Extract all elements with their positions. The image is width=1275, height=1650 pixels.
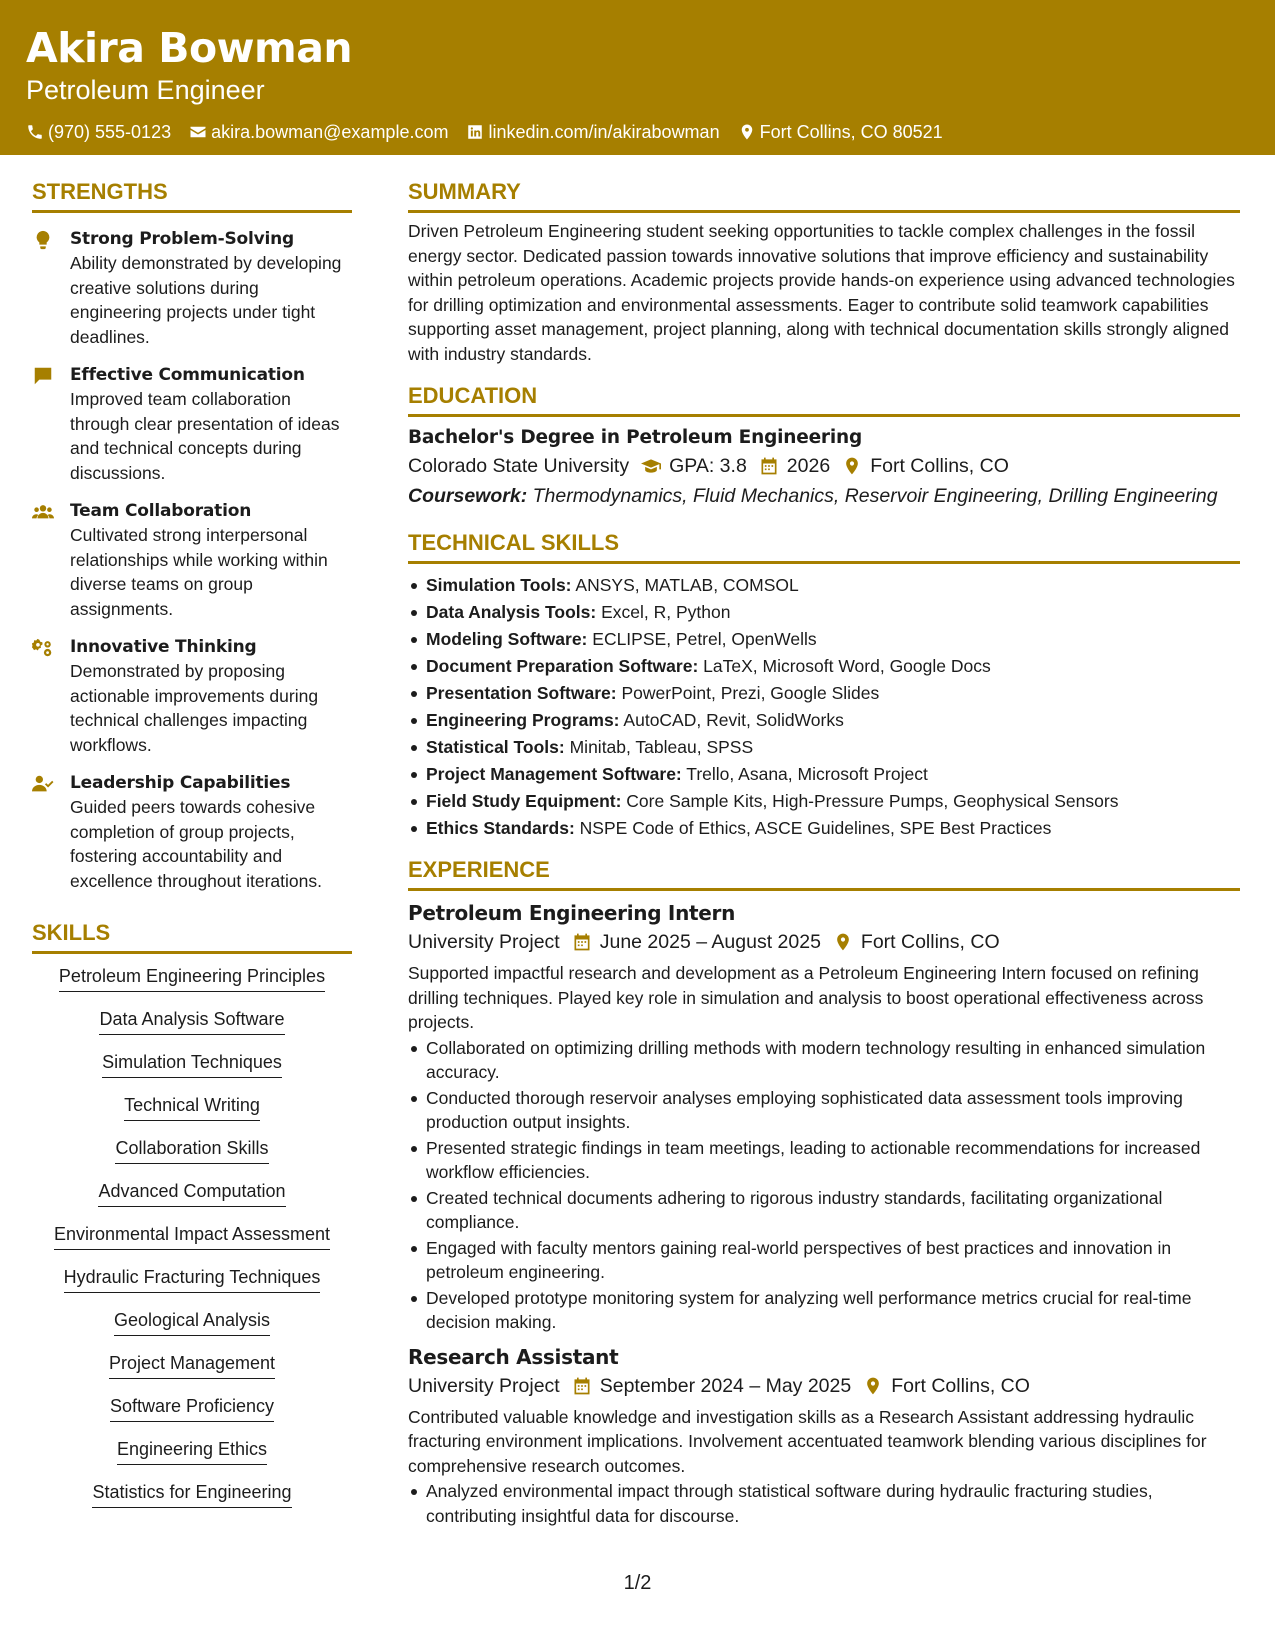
list-item xyxy=(408,761,1240,788)
user-check-icon xyxy=(32,773,54,795)
candidate-role: Petroleum Engineer xyxy=(26,75,265,105)
job-description: Supported impactful research and development as a Petroleum Engineering Intern focused on refining drilling techniques. Played key role in simulation and analysis to boost operational effectiveness across projects. xyxy=(408,963,1204,1032)
coursework-list: Thermodynamics, Fluid Mechanics, Reservoir Engineering, Drilling Engineering xyxy=(532,485,1218,507)
list-item xyxy=(408,626,1240,653)
strength-desc: Cultivated strong interpersonal relationships while working within diverse teams on group assignments. xyxy=(70,525,328,619)
contact-email[interactable] xyxy=(189,120,448,144)
skill-values: ANSYS, MATLAB, COMSOL xyxy=(575,575,799,595)
summary-text: Driven Petroleum Engineering student seeking opportunities to tackle complex challenges in the fossil energy sector. Dedicated passion towards innovative solutions that improve efficiency and sustainability within petroleum operations. Academic projects provide hands-on experience using advanced technologies for drilling optimization and environmental assessments. Eager to contribute solid teamwork capabilities supporting asset management, project planning, along with technical documentation skills strongly aligned with industry standards. xyxy=(408,221,1235,364)
job-entry xyxy=(408,1343,1240,1529)
location-text: Fort Collins, CO 80521 xyxy=(759,122,943,142)
list-item: Analyzed environmental impact through statistical software during hydraulic fracturing studies, contributing insightful data for discourse. xyxy=(408,1479,1240,1528)
skill-tag: Project Management xyxy=(109,1351,275,1379)
technical-skills-list xyxy=(408,572,1240,842)
technical-skills-heading: TECHNICAL SKILLS xyxy=(408,529,1240,564)
gpa-text: GPA: 3.8 xyxy=(669,455,747,477)
summary-heading: SUMMARY xyxy=(408,178,1240,213)
skill-values: LaTeX, Microsoft Word, Google Docs xyxy=(703,656,991,676)
skill-tag: Environmental Impact Assessment xyxy=(54,1222,330,1250)
strength-desc: Ability demonstrated by developing creative solutions during engineering projects under tight deadlines. xyxy=(70,253,342,347)
list-item: Presented strategic findings in team meetings, leading to actionable recommendations for increased workflow efficiencies. xyxy=(408,1136,1240,1185)
job-bullets xyxy=(408,1036,1240,1335)
map-pin-icon xyxy=(842,456,862,476)
contact-bar xyxy=(26,120,1249,144)
school-name: Colorado State University xyxy=(408,455,630,477)
strength-item xyxy=(32,771,352,893)
strength-title: Strong Problem-Solving xyxy=(70,229,294,249)
graduation-cap-icon xyxy=(641,456,661,476)
calendar-icon xyxy=(572,1376,592,1396)
contact-location xyxy=(738,120,943,144)
skill-values: Core Sample Kits, High-Pressure Pumps, Geophysical Sensors xyxy=(626,791,1119,811)
list-item xyxy=(408,572,1240,599)
job-location: Fort Collins, CO xyxy=(891,1374,1030,1397)
skill-values: PowerPoint, Prezi, Google Slides xyxy=(621,683,880,703)
job-org: University Project xyxy=(408,1374,560,1397)
page-number: 1/2 xyxy=(623,1572,652,1594)
job-meta xyxy=(408,927,1240,957)
strength-desc: Demonstrated by proposing actionable improvements during technical challenges impacting workflows. xyxy=(70,661,319,755)
skill-category: Data Analysis Tools: xyxy=(426,602,597,622)
comment-icon xyxy=(32,365,54,387)
phone-text: (970) 555-0123 xyxy=(48,122,172,142)
email-link[interactable]: akira.bowman@example.com xyxy=(211,122,449,142)
job-description: Contributed valuable knowledge and investigation skills as a Research Assistant addressing hydraulic fracturing environment implications. Involvement accentuated teamwork blending various disciplines for comprehensive research outcomes. xyxy=(408,1406,1207,1476)
lightbulb-icon xyxy=(32,229,54,251)
experience-heading: EXPERIENCE xyxy=(408,856,1240,891)
strength-desc: Improved team collaboration through clear presentation of ideas and technical concepts during discussions. xyxy=(70,389,340,483)
users-icon xyxy=(32,501,54,523)
skill-tag: Simulation Techniques xyxy=(102,1050,282,1078)
job-title: Research Assistant xyxy=(408,1344,619,1369)
coursework-line xyxy=(408,481,1240,511)
skill-tag: Petroleum Engineering Principles xyxy=(59,964,325,992)
gears-icon xyxy=(32,637,54,659)
skill-category: Document Preparation Software: xyxy=(426,656,699,676)
skills-heading: SKILLS xyxy=(32,919,352,954)
job-location: Fort Collins, CO xyxy=(860,931,1000,953)
strength-title: Team Collaboration xyxy=(70,501,252,521)
list-item xyxy=(408,599,1240,626)
strength-title: Innovative Thinking xyxy=(70,637,257,657)
map-pin-icon xyxy=(863,1376,883,1396)
list-item xyxy=(408,707,1240,734)
list-item: Collaborated on optimizing drilling methods with modern technology resulting in enhanced simulation accuracy. xyxy=(408,1036,1240,1085)
skill-tag: Data Analysis Software xyxy=(99,1007,284,1035)
skill-category: Ethics Standards: xyxy=(426,818,575,838)
strength-title: Effective Communication xyxy=(70,365,305,385)
list-item: Created technical documents adhering to rigorous industry standards, facilitating organizational compliance. xyxy=(408,1186,1240,1235)
skill-tag: Statistics for Engineering xyxy=(92,1480,291,1508)
skill-values: Trello, Asana, Microsoft Project xyxy=(686,764,928,784)
graduation-year: 2026 xyxy=(786,455,831,477)
skill-values: Excel, R, Python xyxy=(601,602,731,622)
skills-list xyxy=(32,964,352,1523)
skill-category: Engineering Programs: xyxy=(426,710,620,730)
strength-item xyxy=(32,363,352,485)
list-item: Engaged with faculty mentors gaining real-world perspectives of best practices and innovation in petroleum engineering. xyxy=(408,1236,1240,1285)
strength-item xyxy=(32,499,352,621)
list-item xyxy=(408,734,1240,761)
envelope-icon xyxy=(189,123,207,141)
resume-header xyxy=(0,0,1275,155)
skill-values: NSPE Code of Ethics, ASCE Guidelines, SPE Best Practices xyxy=(579,818,1052,838)
map-pin-icon xyxy=(738,123,756,141)
skill-values: Minitab, Tableau, SPSS xyxy=(569,737,754,757)
list-item xyxy=(408,815,1240,842)
list-item xyxy=(408,788,1240,815)
job-entry xyxy=(408,899,1240,1335)
strength-title: Leadership Capabilities xyxy=(70,773,291,793)
job-dates: September 2024 – May 2025 xyxy=(599,1374,852,1397)
skill-category: Modeling Software: xyxy=(426,629,588,649)
education-location: Fort Collins, CO xyxy=(870,455,1009,477)
strength-desc: Guided peers towards cohesive completion of group projects, fostering accountability and excellence throughout iterations. xyxy=(70,797,322,891)
linkedin-icon xyxy=(466,123,484,141)
job-meta xyxy=(408,1371,1240,1401)
linkedin-link[interactable]: linkedin.com/in/akirabowman xyxy=(488,122,720,142)
list-item xyxy=(408,680,1240,707)
skill-values: AutoCAD, Revit, SolidWorks xyxy=(623,710,844,730)
job-title: Petroleum Engineering Intern xyxy=(408,901,736,925)
map-pin-icon xyxy=(833,932,853,952)
calendar-icon xyxy=(572,932,592,952)
left-column xyxy=(32,178,352,1523)
right-column xyxy=(408,178,1240,1528)
skill-tag: Software Proficiency xyxy=(110,1394,274,1422)
skill-category: Project Management Software: xyxy=(426,764,682,784)
skill-category: Simulation Tools: xyxy=(426,575,572,595)
list-item xyxy=(408,653,1240,680)
strength-item xyxy=(32,635,352,757)
calendar-icon xyxy=(759,456,779,476)
strengths-heading: STRENGTHS xyxy=(32,178,352,213)
strength-item xyxy=(32,227,352,349)
job-dates: June 2025 – August 2025 xyxy=(599,931,821,953)
candidate-name: Akira Bowman xyxy=(26,24,353,72)
job-org: University Project xyxy=(408,931,560,953)
skill-tag: Advanced Computation xyxy=(98,1179,285,1207)
job-bullets xyxy=(408,1479,1240,1528)
skill-tag: Engineering Ethics xyxy=(117,1437,267,1465)
skill-tag: Technical Writing xyxy=(124,1093,260,1121)
skill-values: ECLIPSE, Petrel, OpenWells xyxy=(592,629,817,649)
list-item: Developed prototype monitoring system for analyzing well performance metrics crucial for real-time decision making. xyxy=(408,1286,1240,1335)
education-meta xyxy=(408,451,1240,481)
contact-phone xyxy=(26,120,171,144)
phone-icon xyxy=(26,123,44,141)
list-item: Conducted thorough reservoir analyses employing sophisticated data assessment tools improving production output insights. xyxy=(408,1086,1240,1135)
skill-category: Field Study Equipment: xyxy=(426,791,622,811)
skill-tag: Geological Analysis xyxy=(114,1308,270,1336)
skill-category: Presentation Software: xyxy=(426,683,617,703)
skill-tag: Hydraulic Fracturing Techniques xyxy=(64,1265,321,1293)
skill-category: Statistical Tools: xyxy=(426,737,565,757)
skill-tag: Collaboration Skills xyxy=(115,1136,268,1164)
contact-linkedin[interactable] xyxy=(466,120,719,144)
degree-title: Bachelor's Degree in Petroleum Engineering xyxy=(408,427,863,448)
education-heading: EDUCATION xyxy=(408,382,1240,417)
coursework-label: Coursework: xyxy=(408,485,528,507)
